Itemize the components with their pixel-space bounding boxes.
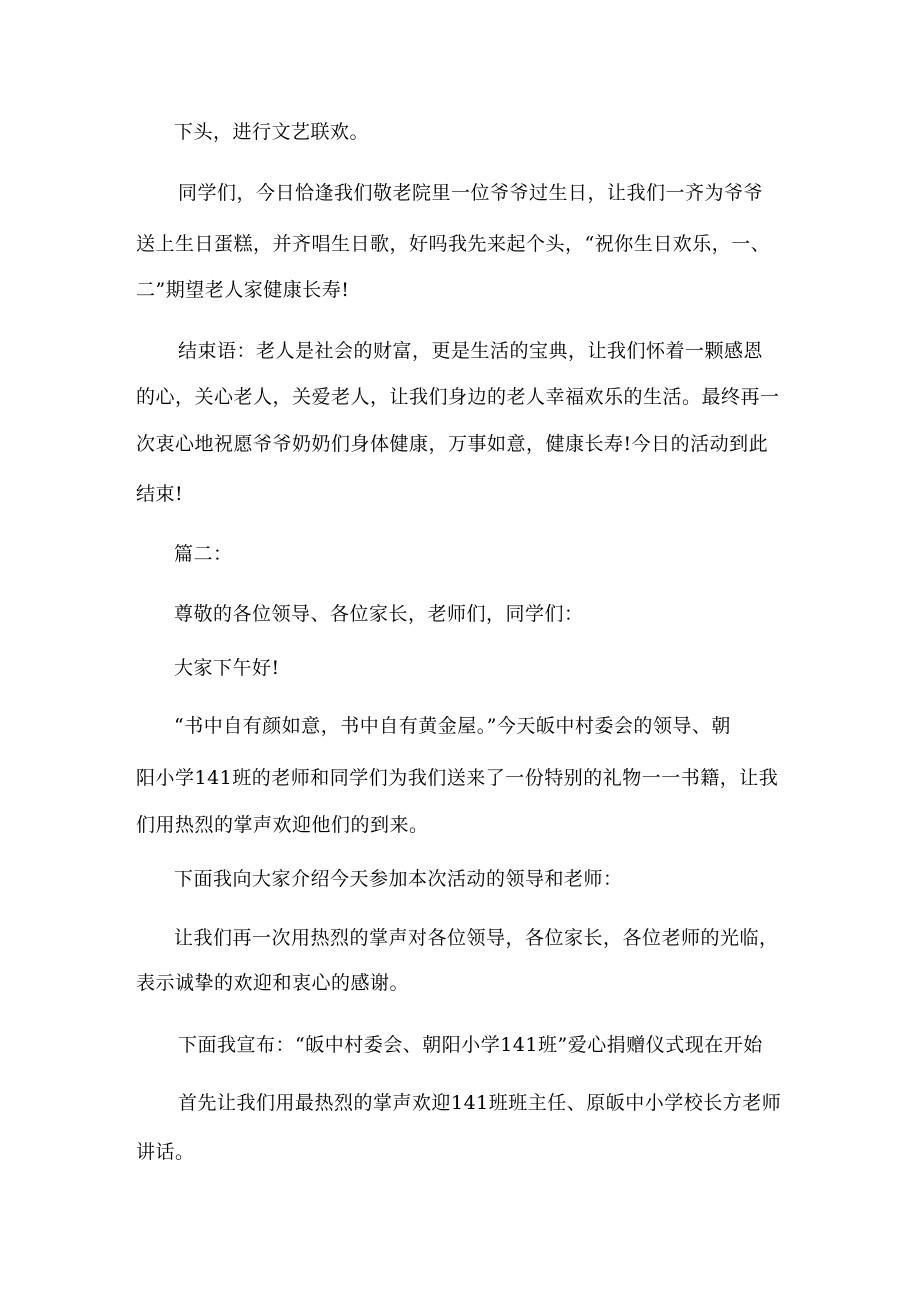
salutation: 尊敬的各位领导、各位家长，老师们，同学们： xyxy=(174,603,584,625)
paragraph-line: 下头，进行文艺联欢。 xyxy=(174,121,370,143)
greeting: 大家下午好! xyxy=(174,657,280,679)
paragraph-line: 讲话。 xyxy=(136,1141,195,1163)
paragraph-line: 次衷心地祝愿爷爷奶奶们身体健康，万事如意，健康长寿!今日的活动到此 xyxy=(136,433,769,455)
paragraph-line: “书中自有颜如意，书中自有黄金屋。”今天皈中村委会的领导、朝 xyxy=(174,715,731,737)
section-heading: 篇二： xyxy=(174,543,233,565)
paragraph-line: 阳小学141班的老师和同学们为我们送来了一份特别的礼物一一书籍，让我 xyxy=(136,767,779,789)
paragraph-line: 让我们再一次用热烈的掌声对各位领导，各位家长，各位老师的光临， xyxy=(174,927,779,949)
paragraph-line: 表示诚挚的欢迎和衷心的感谢。 xyxy=(136,972,410,994)
paragraph-line: 们用热烈的掌声欢迎他们的到来。 xyxy=(136,814,429,836)
paragraph-line: 同学们，今日恰逢我们敬老院里一位爷爷过生日，让我们一齐为爷爷 xyxy=(178,182,764,204)
paragraph-line: 的心，关心老人，关爱老人，让我们身边的老人幸福欢乐的生活。最终再一 xyxy=(136,386,780,408)
paragraph-line: 送上生日蛋糕，并齐唱生日歌，好吗我先来起个头，“祝你生日欢乐，一、 xyxy=(136,233,771,255)
paragraph-line: 二”期望老人家健康长寿! xyxy=(136,279,350,301)
paragraph-line: 结束语：老人是社会的财富，更是生活的宝典，让我们怀着一颗感恩 xyxy=(178,340,764,362)
paragraph-line: 下面我宣布：“皈中村委会、朝阳小学141班”爱心捐赠仪式现在开始 xyxy=(178,1034,763,1056)
paragraph-line: 下面我向大家介绍今天参加本次活动的领导和老师： xyxy=(174,868,623,890)
paragraph-line: 首先让我们用最热烈的掌声欢迎141班班主任、原皈中小学校长方老师 xyxy=(178,1092,782,1114)
paragraph-line: 结束! xyxy=(136,483,184,505)
